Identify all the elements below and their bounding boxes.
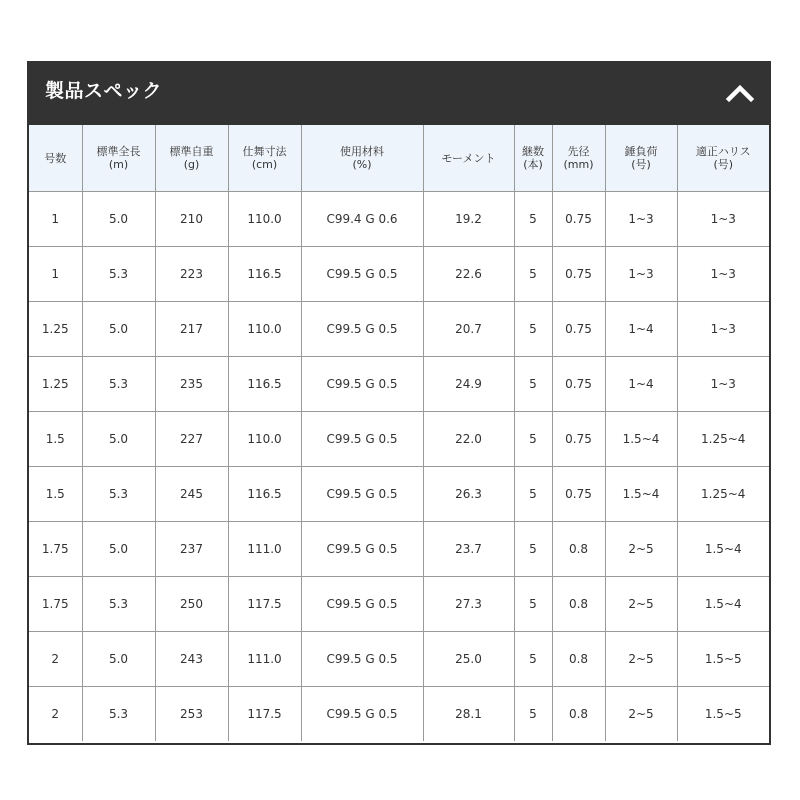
cell-sinker-load: 1~3 — [605, 247, 677, 302]
cell-weight: 253 — [155, 687, 228, 742]
column-header-line: 標準全長 — [96, 145, 141, 158]
column-header-line: (m) — [108, 158, 129, 171]
cell-material: C99.5 G 0.5 — [301, 687, 423, 742]
cell-material: C99.4 G 0.6 — [301, 192, 423, 247]
cell-closed-length: 117.5 — [228, 687, 301, 742]
cell-weight: 243 — [155, 632, 228, 687]
cell-tip-diameter: 0.75 — [552, 247, 605, 302]
table-row — [29, 247, 769, 302]
cell-material: C99.5 G 0.5 — [301, 577, 423, 632]
cell-sinker-load: 1.5~4 — [605, 467, 677, 522]
cell-sections: 5 — [514, 687, 552, 742]
cell-leader-line: 1~3 — [677, 302, 769, 357]
cell-sinker-load: 1~3 — [605, 192, 677, 247]
cell-length: 5.3 — [82, 357, 155, 412]
cell-tip-diameter: 0.75 — [552, 412, 605, 467]
cell-sinker-load: 1.5~4 — [605, 412, 677, 467]
cell-moment: 23.7 — [423, 522, 514, 577]
column-header-line: (%) — [352, 158, 372, 171]
cell-material: C99.5 G 0.5 — [301, 632, 423, 687]
cell-sections: 5 — [514, 192, 552, 247]
cell-moment: 24.9 — [423, 357, 514, 412]
cell-size: 1.5 — [29, 412, 82, 467]
cell-size: 1 — [29, 192, 82, 247]
cell-moment: 19.2 — [423, 192, 514, 247]
panel-title: 製品スペック — [45, 80, 163, 102]
cell-material: C99.5 G 0.5 — [301, 302, 423, 357]
product-spec-panel — [27, 61, 771, 745]
column-header-line: (号) — [713, 158, 734, 171]
cell-closed-length: 116.5 — [228, 467, 301, 522]
table-header-row — [29, 125, 769, 192]
cell-sections: 5 — [514, 302, 552, 357]
cell-size: 1.75 — [29, 522, 82, 577]
collapse-button[interactable] — [723, 77, 757, 107]
cell-leader-line: 1.25~4 — [677, 467, 769, 522]
cell-size: 1.25 — [29, 357, 82, 412]
cell-closed-length: 116.5 — [228, 357, 301, 412]
cell-size: 1 — [29, 247, 82, 302]
cell-closed-length: 117.5 — [228, 577, 301, 632]
cell-leader-line: 1~3 — [677, 192, 769, 247]
column-header-line: 仕舞寸法 — [242, 145, 287, 158]
column-header-weight — [155, 125, 228, 192]
column-header-sinker-load — [605, 125, 677, 192]
column-header-sections — [514, 125, 552, 192]
column-header-moment — [423, 125, 514, 192]
cell-tip-diameter: 0.75 — [552, 357, 605, 412]
column-header-closed-length — [228, 125, 301, 192]
cell-material: C99.5 G 0.5 — [301, 522, 423, 577]
cell-leader-line: 1.5~4 — [677, 577, 769, 632]
cell-length: 5.3 — [82, 247, 155, 302]
cell-tip-diameter: 0.75 — [552, 192, 605, 247]
column-header-line: (cm) — [251, 158, 278, 171]
table-row — [29, 412, 769, 467]
cell-weight: 227 — [155, 412, 228, 467]
cell-moment: 22.0 — [423, 412, 514, 467]
cell-tip-diameter: 0.75 — [552, 302, 605, 357]
cell-sinker-load: 2~5 — [605, 632, 677, 687]
cell-size: 1.5 — [29, 467, 82, 522]
cell-closed-length: 110.0 — [228, 302, 301, 357]
column-header-size — [29, 125, 82, 192]
cell-moment: 28.1 — [423, 687, 514, 742]
cell-length: 5.0 — [82, 412, 155, 467]
table-body — [29, 192, 769, 742]
column-header-line: 先径 — [567, 145, 590, 158]
cell-moment: 27.3 — [423, 577, 514, 632]
cell-weight: 237 — [155, 522, 228, 577]
table-row — [29, 577, 769, 632]
column-header-line: (号) — [631, 158, 651, 171]
column-header-leader-line — [677, 125, 769, 192]
column-header-tip-diameter — [552, 125, 605, 192]
cell-sections: 5 — [514, 357, 552, 412]
cell-weight: 223 — [155, 247, 228, 302]
cell-closed-length: 111.0 — [228, 522, 301, 577]
column-header-line: (本) — [523, 158, 543, 171]
cell-size: 1.25 — [29, 302, 82, 357]
column-header-material — [301, 125, 423, 192]
table-row — [29, 522, 769, 577]
cell-leader-line: 1.5~5 — [704, 707, 742, 721]
table-row — [29, 467, 769, 522]
table-row — [29, 687, 769, 742]
column-header-line: 継数 — [522, 145, 544, 158]
cell-length: 5.0 — [82, 302, 155, 357]
cell-weight: 250 — [155, 577, 228, 632]
cell-tip-diameter: 0.8 — [552, 632, 605, 687]
cell-tip-diameter: 0.75 — [552, 467, 605, 522]
cell-sections: 5 — [514, 577, 552, 632]
cell-length: 5.3 — [82, 577, 155, 632]
column-header-line: モーメント — [441, 151, 496, 165]
cell-leader-line: 1~3 — [677, 357, 769, 412]
cell-sinker-load: 1~4 — [605, 357, 677, 412]
cell-leader-line: 1.5~5 — [677, 632, 769, 687]
cell-leader-line: 1~3 — [677, 247, 769, 302]
spec-table — [29, 125, 769, 741]
table-row — [29, 302, 769, 357]
cell-moment: 26.3 — [423, 467, 514, 522]
cell-material: C99.5 G 0.5 — [301, 467, 423, 522]
cell-size: 2 — [29, 687, 82, 742]
cell-size: 2 — [29, 632, 82, 687]
cell-closed-length: 111.0 — [228, 632, 301, 687]
cell-closed-length: 116.5 — [228, 247, 301, 302]
cell-sections: 5 — [514, 632, 552, 687]
cell-material: C99.5 G 0.5 — [301, 412, 423, 467]
cell-moment: 20.7 — [423, 302, 514, 357]
column-header-line: 号数 — [44, 151, 67, 165]
cell-size: 1.75 — [29, 577, 82, 632]
cell-weight: 245 — [155, 467, 228, 522]
cell-sinker-load: 2~5 — [605, 687, 677, 742]
cell-tip-diameter: 0.8 — [552, 577, 605, 632]
chevron-up-icon — [723, 77, 757, 107]
column-header-line: (g) — [183, 158, 200, 171]
cell-sections: 5 — [514, 412, 552, 467]
cell-leader-line: 1.5~4 — [677, 522, 769, 577]
cell-moment: 25.0 — [423, 632, 514, 687]
cell-moment: 22.6 — [423, 247, 514, 302]
column-header-length — [82, 125, 155, 192]
panel-header[interactable] — [27, 61, 771, 125]
column-header-line: (mm) — [563, 158, 594, 171]
cell-closed-length: 110.0 — [228, 192, 301, 247]
column-header-line: 標準自重 — [169, 145, 214, 158]
cell-sections: 5 — [514, 467, 552, 522]
column-header-line: 使用材料 — [340, 145, 384, 158]
cell-sections: 5 — [514, 522, 552, 577]
cell-tip-diameter: 0.8 — [552, 522, 605, 577]
cell-weight: 217 — [155, 302, 228, 357]
table-row — [29, 357, 769, 412]
cell-sinker-load: 2~5 — [605, 577, 677, 632]
cell-length: 5.0 — [82, 632, 155, 687]
cell-sinker-load: 2~5 — [605, 522, 677, 577]
cell-leader-line: 1.25~4 — [677, 412, 769, 467]
column-header-line: 錘負荷 — [624, 145, 658, 158]
cell-length: 5.0 — [82, 522, 155, 577]
cell-length: 5.0 — [82, 192, 155, 247]
cell-length: 5.3 — [82, 467, 155, 522]
table-row — [29, 192, 769, 247]
cell-material: C99.5 G 0.5 — [301, 247, 423, 302]
cell-sections: 5 — [514, 247, 552, 302]
table-row — [29, 632, 769, 687]
cell-length: 5.3 — [82, 687, 155, 742]
cell-material: C99.5 G 0.5 — [301, 357, 423, 412]
column-header-line: 適正ハリス — [695, 145, 751, 158]
cell-closed-length: 110.0 — [228, 412, 301, 467]
cell-weight: 235 — [155, 357, 228, 412]
cell-sinker-load: 1~4 — [605, 302, 677, 357]
cell-weight: 210 — [155, 192, 228, 247]
cell-tip-diameter: 0.8 — [552, 687, 605, 742]
